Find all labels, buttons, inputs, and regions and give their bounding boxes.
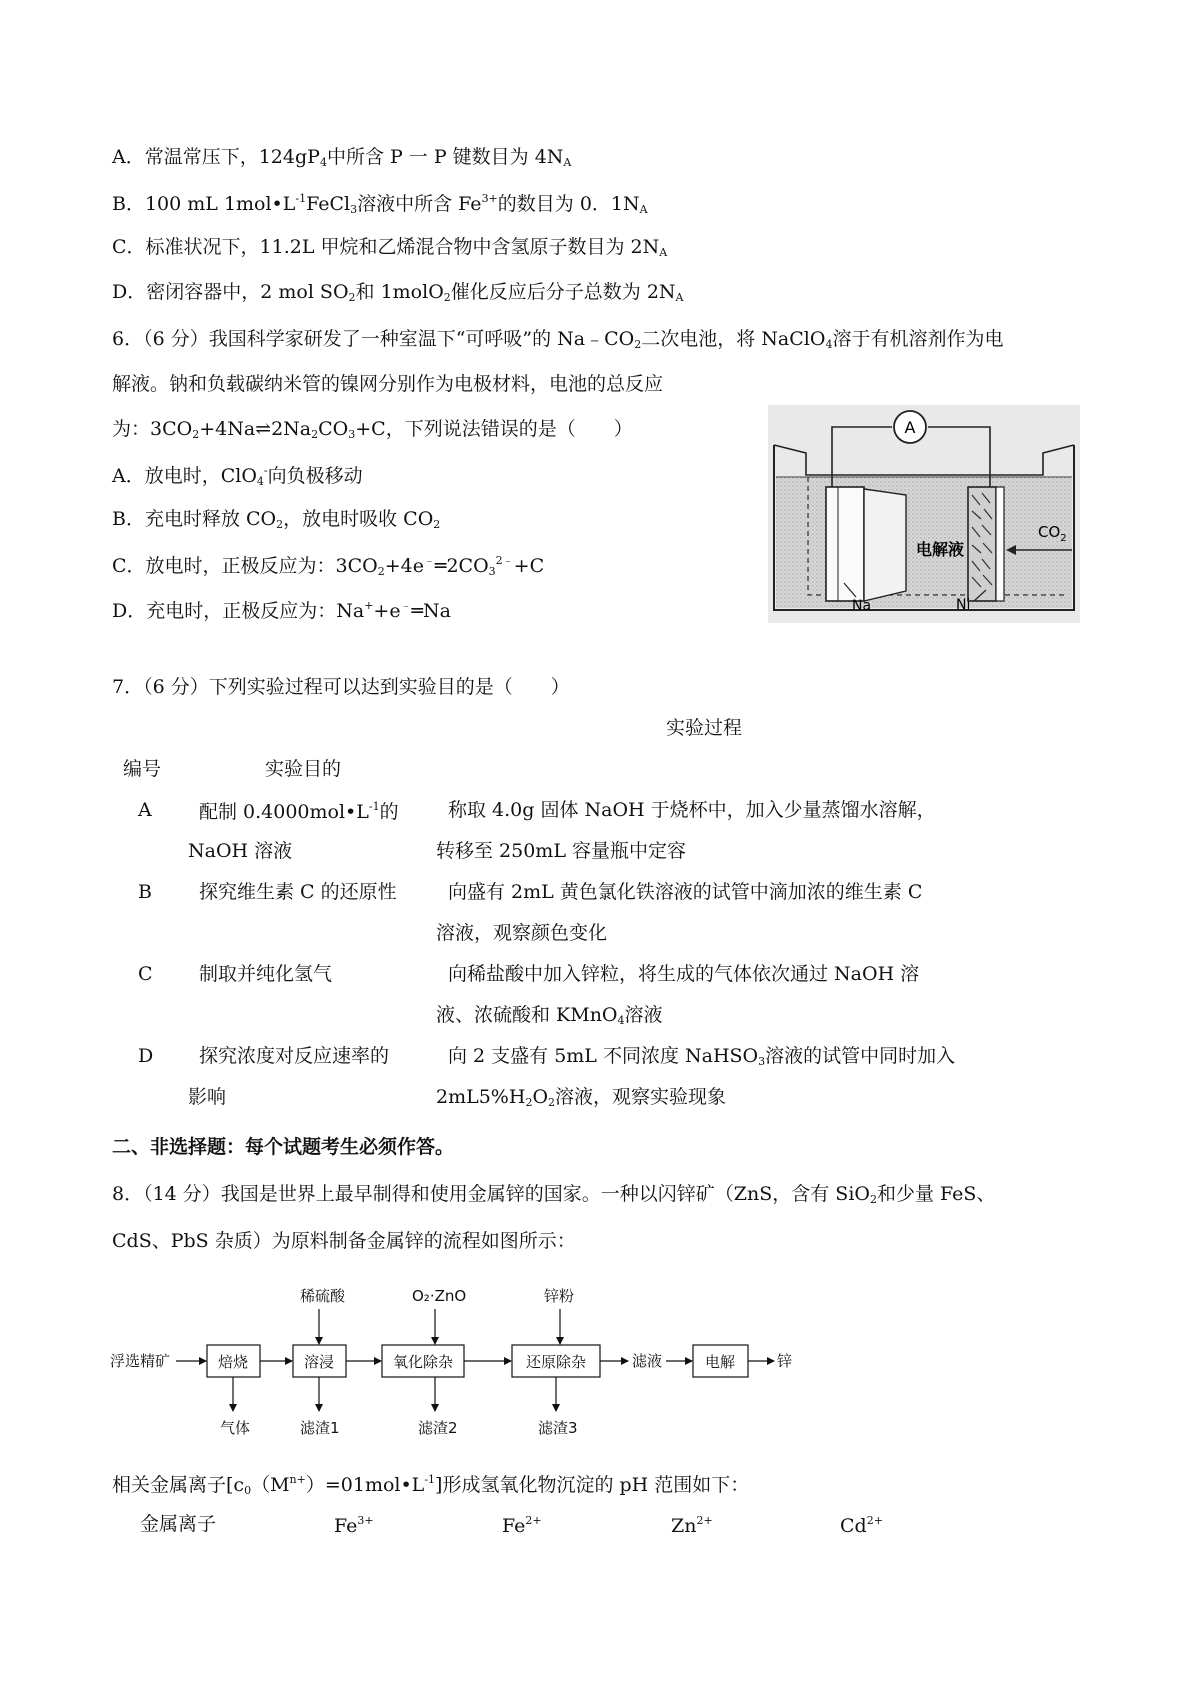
q7-row-a-goal: 配制 $0.4000mol•L^{-1}$的	[199, 800, 399, 823]
q7-row-c-goal: 制取并纯化氢气	[199, 963, 333, 985]
q6-option-d: D．充电时，正极反应为：Na++e﹣═Na	[112, 599, 451, 622]
q7-row-b-process-2: 溶液，观察颜色变化	[436, 922, 608, 944]
flow-reagent-oxidizer: O₂·ZnO	[412, 1287, 467, 1305]
q7-row-a-id: A	[138, 799, 152, 821]
flow-output-residue-1: 滤渣1	[300, 1419, 340, 1437]
battery-figure	[768, 405, 1080, 623]
q5-option-d: D．密闭容器中，2 mol $SO_2$和 1molO$_2$催化反应后分子总数为 $2N_A$	[112, 281, 684, 304]
flow-step-electrolysis-label: 电解	[704, 1353, 736, 1371]
flow-step-roast-label: 焙烧	[217, 1353, 249, 1371]
q8-ph-intro: 相关金属离子$[c_0(M^{n+})=01mol•L^{-1}]$形成氢氧化物沉淀的 pH 范围如下：	[112, 1473, 750, 1497]
ion-fe2: $Fe^{2+}$	[502, 1514, 542, 1537]
q7-row-d-goal: 探究浓度对反应速率的	[199, 1045, 390, 1067]
q7-row-c-id: C	[138, 963, 153, 985]
q8-stem-line2: CdS、PbS 杂质）为原料制备金属锌的流程如图所示：	[112, 1230, 576, 1252]
q7-row-c-process: 向稀盐酸中加入锌粒，将生成的气体依次通过 NaOH 溶	[448, 963, 920, 985]
q7-header-id: 编号	[123, 758, 162, 780]
q5-option-a: A．常温常压下，$124gP_4$中所含 P 一 P 键数目为 $4N_A$	[112, 146, 572, 169]
flow-step-leach-label: 溶浸	[303, 1353, 335, 1371]
q7-row-d-process: 向 2 支盛有 5mL 不同浓度 NaHSO$_3$溶液的试管中同时加入	[448, 1045, 956, 1068]
q7-row-a-process: 称取 4.0g 固体 NaOH 于烧杯中，加入少量蒸馏水溶解，	[448, 799, 936, 821]
q6-stem-line2: 解液。钠和负载碳纳米管的镍网分别作为电极材料，电池的总反应	[112, 373, 664, 395]
ion-fe3: $Fe^{3+}$	[334, 1514, 374, 1537]
q6-option-b: B．充电时释放 $CO_2$，放电时吸收 $CO_2$	[112, 508, 441, 531]
q7-row-a-process-2: 转移至 250mL 容量瓶中定容	[436, 840, 686, 862]
electrolyte-label: 电解液	[916, 540, 965, 559]
q5-option-c: C．标准状况下，11.2L 甲烷和乙烯混合物中含氢原子数目为 $2N_A$	[112, 236, 668, 259]
ammeter-label: A	[904, 418, 916, 437]
q7-row-c-process-2: 液、浓硫酸和 KMnO$_4$溶液	[436, 1004, 663, 1027]
q6-stem-line3: 为：$3CO_2+4Na\rightleftharpoons 2Na_2CO_3+C$，下列说法错误的是（ ）	[112, 418, 633, 441]
q6-option-c: C．放电时，正极反应为：$3CO_2+4e^﹣═2CO_3^{2﹣}+C$	[112, 554, 545, 578]
q7-row-b-id: B	[138, 881, 152, 903]
q7-row-d-process-2: $2mL5\%H_2O_2$溶液，观察实验现象	[436, 1086, 727, 1109]
flow-output-residue-2: 滤渣2	[418, 1419, 458, 1437]
flow-input-label: 浮选精矿	[110, 1352, 171, 1370]
q7-row-d-goal-2: 影响	[188, 1086, 227, 1108]
flow-product-label: 锌	[777, 1352, 793, 1370]
ion-cd2: $Cd^{2+}$	[840, 1514, 883, 1537]
q6-stem-line1: 6．（6 分）我国科学家研发了一种室温下“可呼吸”的 $Na﹣CO_2$二次电池，将 NaClO$_4$溶于有机溶剂作为电	[112, 328, 1004, 351]
co2-label: $CO_2$	[1038, 523, 1067, 544]
q8-stem-line1: 8．（14 分）我国是世界上最早制得和使用金属锌的国家。一种以闪锌矿（ZnS，含有 SiO$_2$和少量 FeS、	[112, 1183, 996, 1206]
q7-header-goal: 实验目的	[265, 758, 342, 780]
q7-row-d-id: D	[138, 1045, 154, 1067]
flow-reagent-zinc: 锌粉	[544, 1287, 575, 1305]
section-2-heading: 二、非选择题：每个试题考生必须作答。	[112, 1136, 455, 1158]
zinc-process-flowchart	[110, 1283, 800, 1453]
flow-filtrate-label: 滤液	[632, 1352, 663, 1370]
flow-reagent-acid: 稀硫酸	[300, 1287, 346, 1305]
flow-output-residue-3: 滤渣3	[538, 1419, 578, 1437]
ni-label: Ni	[956, 597, 971, 613]
q7-row-a-goal-2: NaOH 溶液	[188, 840, 293, 862]
flow-output-gas: 气体	[220, 1419, 251, 1437]
q5-option-b: B．100 mL $1mol•L^{-1}FeCl_3$溶液中所含 $Fe^{3+}$的数目为 0．$1N_A$	[112, 192, 648, 216]
q7-stem: 7．（6 分）下列实验过程可以达到实验目的是（ ）	[112, 676, 570, 698]
q7-header-process: 实验过程	[666, 717, 743, 739]
q6-option-a: A．放电时，ClO$_4$-向负极移动	[112, 464, 363, 488]
ion-table-label: 金属离子	[140, 1513, 217, 1535]
q7-row-b-goal: 探究维生素 C 的还原性	[199, 881, 397, 903]
flow-step-reduce-label: 还原除杂	[525, 1353, 587, 1371]
ion-zn2: $Zn^{2+}$	[671, 1514, 713, 1537]
q7-row-b-process: 向盛有 2mL 黄色氯化铁溶液的试管中滴加浓的维生素 C	[448, 881, 923, 903]
flow-step-oxidize-label: 氧化除杂	[392, 1353, 454, 1371]
na-label: Na	[852, 598, 872, 614]
